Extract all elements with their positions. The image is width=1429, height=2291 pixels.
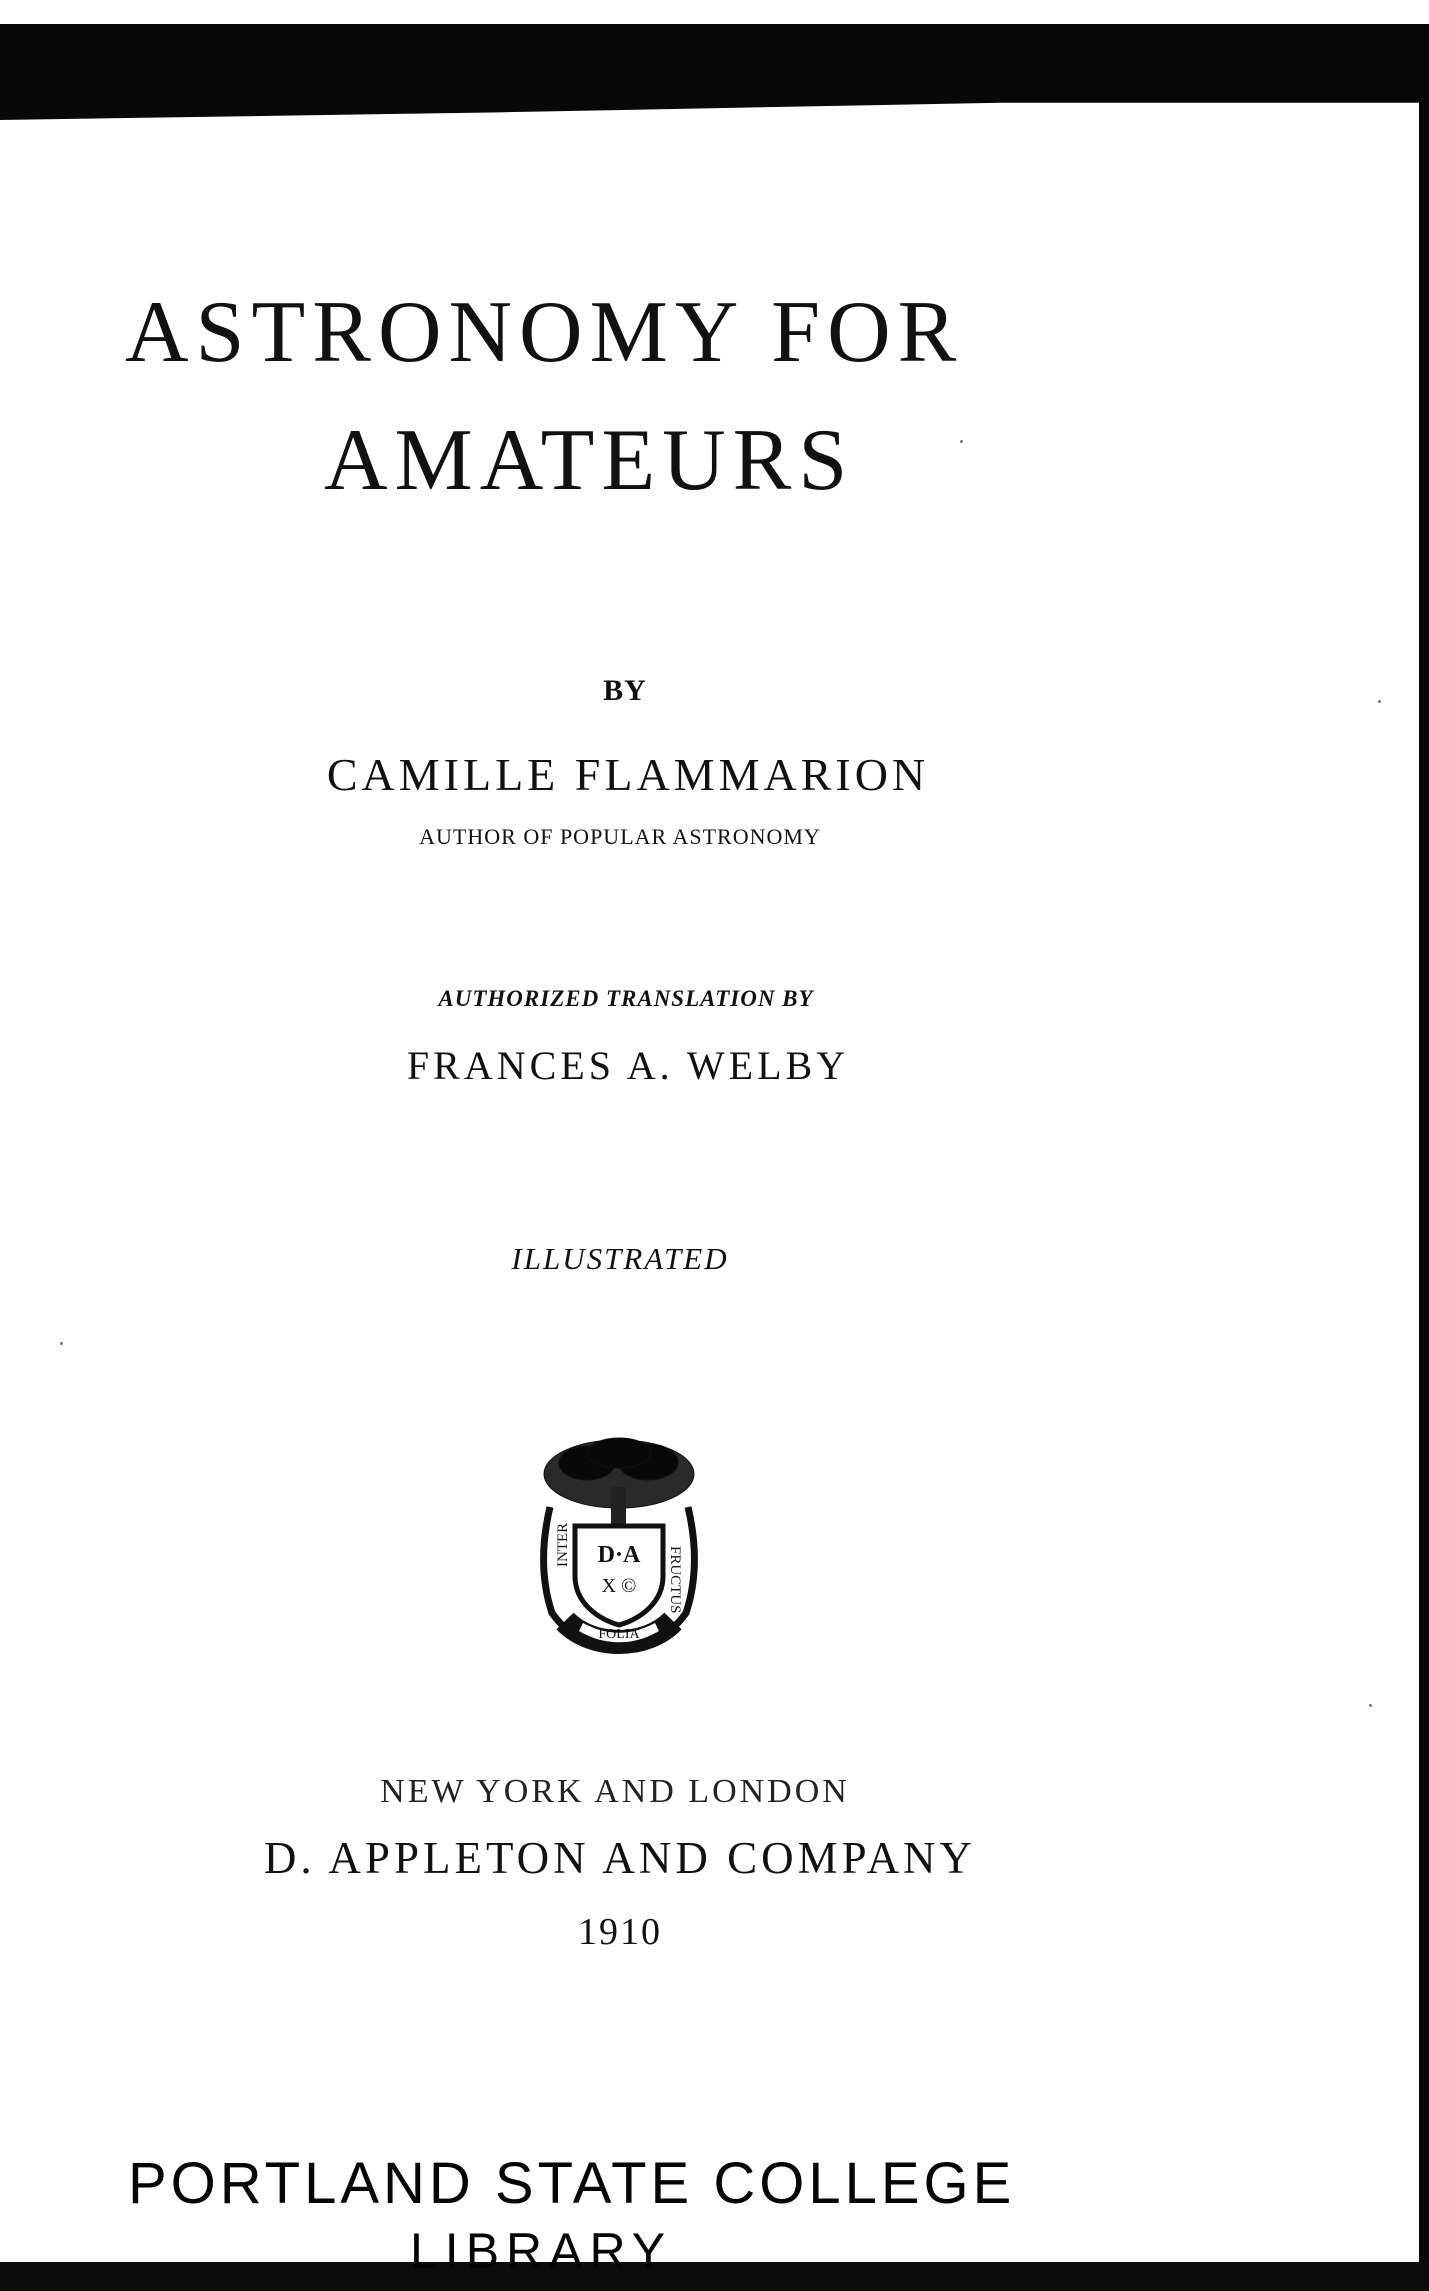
author-note: AUTHOR OF POPULAR ASTRONOMY: [419, 824, 821, 849]
scan-top-dark-edge: [0, 24, 1429, 120]
emblem-left-text: INTER: [555, 1522, 571, 1567]
dust-speck: [960, 440, 963, 443]
scan-right-dark-edge: [1419, 100, 1429, 2270]
library-stamp-line-1: PORTLAND STATE COLLEGE: [128, 2151, 1016, 2216]
author-name: CAMILLE FLAMMARION: [326, 749, 930, 800]
publication-year: 1910: [578, 1911, 662, 1953]
book-title-line-1: ASTRONOMY FOR: [125, 284, 964, 381]
illustrated-label: ILLUSTRATED: [511, 1241, 729, 1276]
emblem-right-text: FRUCTUS: [667, 1546, 683, 1614]
emblem-shield-text: D·A: [597, 1542, 641, 1568]
book-title-line-2: AMATEURS: [324, 412, 855, 509]
emblem-shield-subtext: X ©: [601, 1575, 637, 1597]
emblem-bottom-text: FOLIA: [598, 1627, 640, 1642]
by-label: BY: [603, 674, 647, 707]
publication-place: NEW YORK AND LONDON: [380, 1773, 850, 1810]
dust-speck: [1378, 700, 1381, 703]
library-stamp-line-2: LIBRARY: [410, 2223, 673, 2279]
dust-speck: [60, 1342, 63, 1345]
translator-name: FRANCES A. WELBY: [406, 1043, 850, 1088]
publisher-emblem-icon: [532, 1435, 706, 1659]
translation-label: AUTHORIZED TRANSLATION BY: [438, 986, 814, 1011]
dust-speck: [1369, 1704, 1372, 1707]
publisher-name: D. APPLETON AND COMPANY: [263, 1833, 977, 1883]
